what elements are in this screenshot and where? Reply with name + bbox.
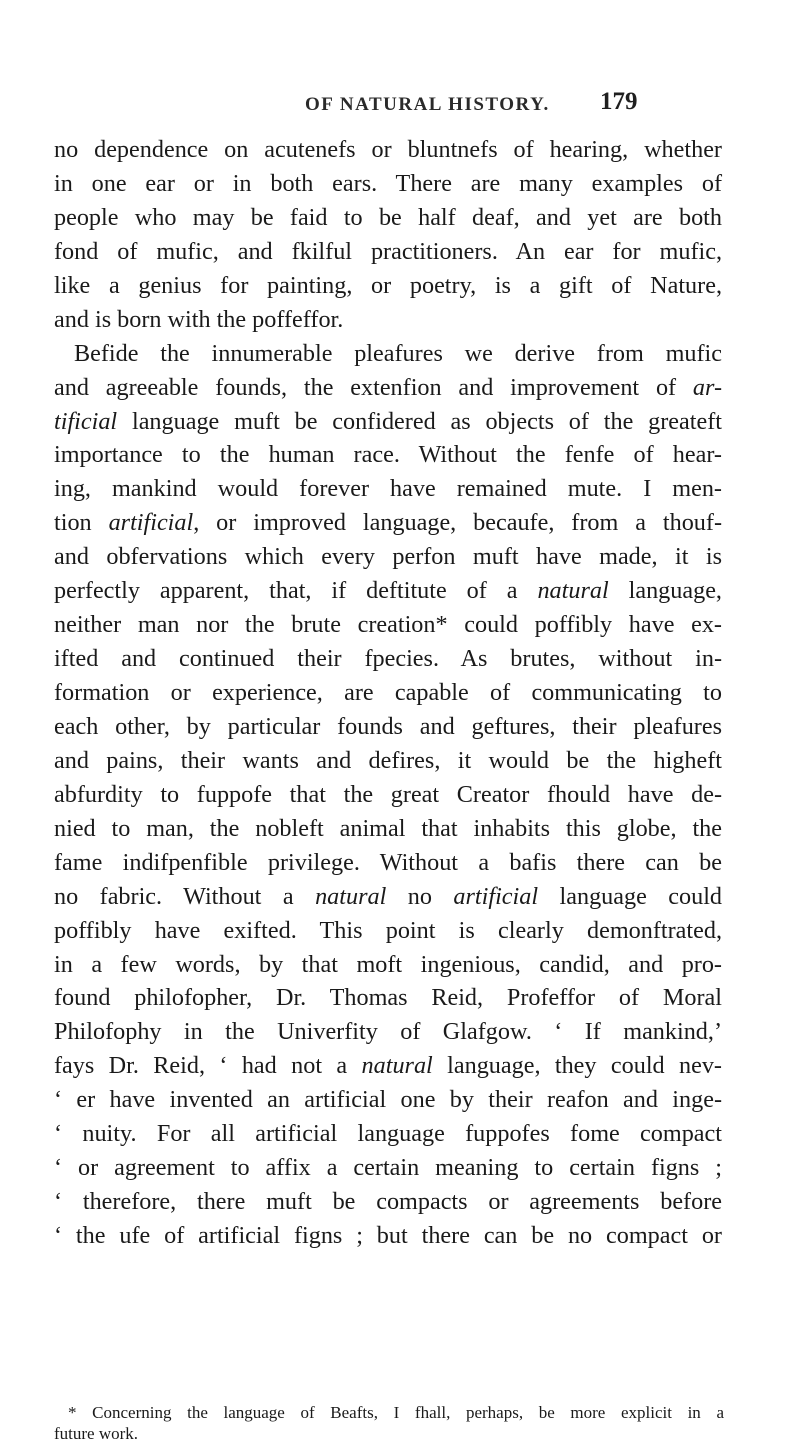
body-text — [54, 133, 722, 1253]
text-line-17: formation or experience, are capable of communicating to — [54, 679, 722, 706]
text-line-13: and obfervations which every perfon muft have made, it is — [54, 543, 722, 571]
text-line-28 — [54, 1049, 722, 1083]
text-span: , or improved language, becaufe, from a thouf- — [193, 509, 722, 537]
text-span: and agreeable founds, the extenfion and improvement of — [54, 373, 693, 401]
text-line-12 — [54, 506, 722, 540]
italic-span: artificial — [453, 882, 539, 910]
italic-span: natural — [361, 1052, 433, 1080]
footnote-line-2: future work. — [54, 1424, 139, 1443]
text-span: no — [386, 882, 454, 910]
text-span: perfectly apparent, that, if deftitute of a — [54, 577, 538, 605]
page-number: 179 — [600, 88, 638, 115]
text-line-27: Philofophy in the Univerfity of Glafgow. ‘ If mankind,’ — [54, 1018, 722, 1046]
text-line-10: importance to the human race. Without the fenfe of hear- — [54, 441, 722, 469]
text-line-4: fond of mufic, and fkilful practitioners. An ear for mufic, — [54, 237, 722, 265]
text-line-26: found philofopher, Dr. Thomas Reid, Profeffor of Moral — [54, 984, 722, 1012]
text-span: tion — [54, 509, 109, 537]
text-line-20: abfurdity to fuppofe that the great Creator fhould have de- — [54, 780, 722, 808]
text-line-2: in one ear or in both ears. There are many examples of — [54, 169, 722, 197]
text-span: language, — [608, 577, 722, 605]
text-span: language, they could nev- — [432, 1052, 722, 1080]
text-line-6: and is born with the poffeffor. — [54, 305, 344, 333]
footnote — [54, 1402, 724, 1444]
text-line-21: nied to man, the nobleft animal that inhabits this globe, the — [54, 814, 722, 842]
footnote-line-1: * Concerning the language of Beafts, I fhall, perhaps, be more explicit in a — [68, 1403, 724, 1422]
text-line-29: ‘ er have invented an artificial one by their reafon and inge- — [54, 1086, 722, 1114]
text-line-19: and pains, their wants and defires, it would be the higheft — [54, 746, 722, 774]
running-head — [0, 88, 800, 122]
text-span: no fabric. Without a — [54, 882, 316, 910]
running-title: OF NATURAL HISTORY. — [305, 94, 550, 115]
text-line-14 — [54, 574, 722, 608]
italic-span: natural — [315, 882, 387, 910]
text-line-32: ‘ therefore, there muft be compacts or agreements before — [54, 1188, 722, 1216]
text-span: language muft be confidered as objects of the greateft — [117, 407, 722, 435]
text-line-25: in a few words, by that moft ingenious, candid, and pro- — [54, 950, 722, 978]
text-line-16: ifted and continued their fpecies. As brutes, without in- — [54, 645, 722, 673]
text-line-7: Befide the innumerable pleafures we derive from mufic — [74, 339, 722, 367]
italic-span: artificial — [108, 509, 194, 537]
text-line-15: neither man nor the brute creation* could poffibly have ex- — [54, 611, 722, 639]
text-span: fays Dr. Reid, ‘ had not a — [54, 1052, 362, 1080]
italic-span: natural — [537, 577, 609, 605]
text-line-5: like a genius for painting, or poetry, is a gift of Nature, — [54, 271, 722, 299]
italic-span: ar- — [692, 373, 722, 401]
text-line-33: ‘ the ufe of artificial figns ; but there can be no compact or — [54, 1222, 722, 1249]
text-line-3: people who may be faid to be half deaf, and yet are both — [54, 203, 722, 231]
text-line-9 — [54, 405, 722, 439]
text-line-22: fame indifpenfible privilege. Without a bafis there can be — [54, 848, 722, 876]
text-line-23 — [54, 880, 722, 914]
text-line-18: each other, by particular founds and geftures, their pleafures — [54, 712, 722, 740]
text-line-30: ‘ nuity. For all artificial language fuppofes fome compact — [54, 1120, 722, 1148]
text-line-24: poffibly have exifted. This point is clearly demonftrated, — [54, 916, 722, 944]
text-line-8 — [54, 371, 722, 405]
text-line-31: ‘ or agreement to affix a certain meaning to certain figns ; — [54, 1154, 722, 1182]
text-line-11: ing, mankind would forever have remained mute. I men- — [54, 475, 722, 503]
italic-span: tificial — [54, 407, 118, 435]
text-span: language could — [538, 882, 723, 910]
text-line-1: no dependence on acutenefs or bluntnefs of hearing, whether — [54, 136, 722, 163]
